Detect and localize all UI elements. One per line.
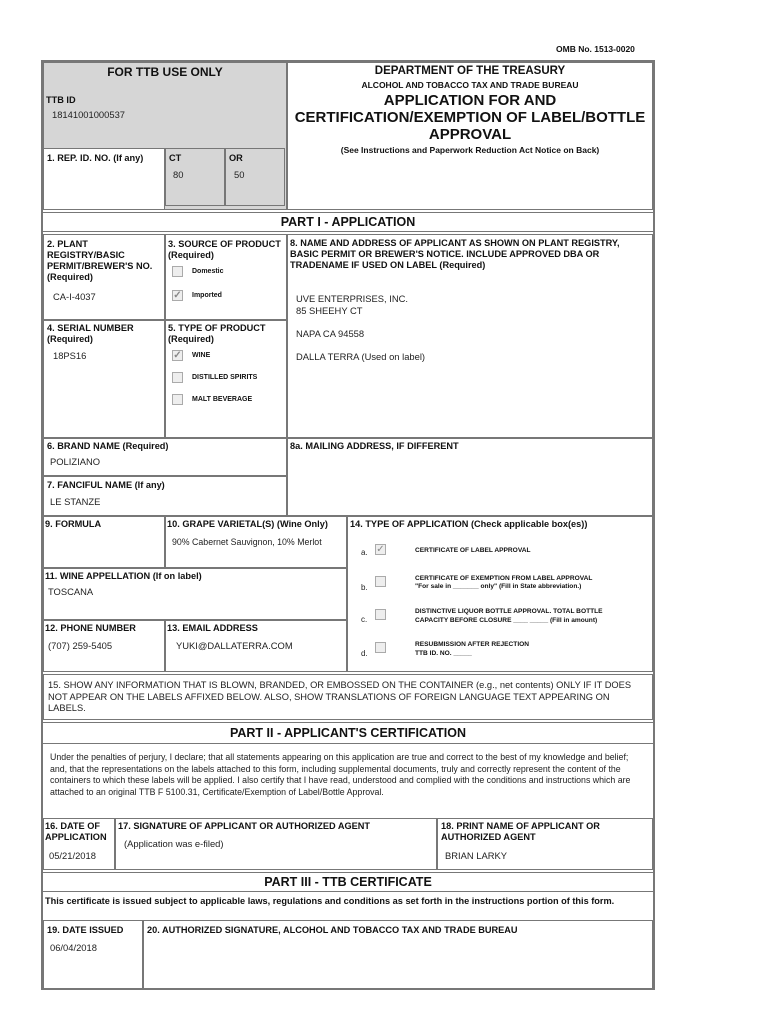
print-name-label: 18. PRINT NAME OF APPLICANT OR AUTHORIZED AGENT bbox=[441, 821, 600, 842]
date-issued-label: 19. DATE ISSUED bbox=[47, 925, 124, 935]
part2-text: Under the penalties of perjury, I declare; that all statements appearing on this application are true and correct to the best of my knowledge and belief; and, that the representations on the labels attached to this form, including supplemental documents, truly and correctly represent the content of the containers to which these labels will be applied. I also certify that I have read, understood and complied with the conditions and instructions which are attached to an original TTB F 5100.31, Certificate/Exemption of Label/Bottle Approval. bbox=[50, 752, 631, 797]
type-malt-option[interactable]: MALT BEVERAGE bbox=[172, 394, 252, 405]
source-domestic-option[interactable]: Domestic bbox=[172, 266, 224, 277]
mailing-label: 8a. MAILING ADDRESS, IF DIFFERENT bbox=[290, 441, 459, 451]
ttb-id-label: TTB ID bbox=[46, 95, 76, 105]
or-label: OR bbox=[229, 153, 243, 163]
opt-d-letter: d. bbox=[361, 649, 368, 658]
opt-d-text-2: TTB ID. NO. _____ bbox=[415, 650, 472, 657]
product-type-label: 5. TYPE OF PRODUCT (Required) bbox=[168, 323, 266, 344]
source-label: 3. SOURCE OF PRODUCT (Required) bbox=[168, 239, 281, 260]
applicant-name: UVE ENTERPRISES, INC. bbox=[296, 293, 409, 304]
ct-label: CT bbox=[169, 153, 182, 163]
appellation-value: TOSCANA bbox=[48, 586, 94, 597]
ct-value: 80 bbox=[173, 169, 184, 180]
opt-b-text-2: "For sale in _______ only" (Fill in State abbreviation.) bbox=[415, 583, 582, 590]
date-app-label: 16. DATE OF APPLICATION bbox=[45, 821, 107, 842]
type-wine-option[interactable]: ✓ WINE bbox=[173, 350, 211, 361]
plant-label: 2. PLANT REGISTRY/BASIC PERMIT/BREWER'S NO. (Required) bbox=[47, 239, 153, 282]
omb-number: OMB No. 1513-0020 bbox=[556, 44, 635, 54]
opt-a-text: CERTIFICATE OF LABEL APPROVAL bbox=[415, 547, 531, 554]
date-issued-value: 06/04/2018 bbox=[50, 942, 97, 953]
applicant-dba: DALLA TERRA (Used on label) bbox=[296, 351, 426, 362]
form-title-2: CERTIFICATION/EXEMPTION OF LABEL/BOTTLE bbox=[294, 109, 646, 126]
source-imported-option[interactable]: ✓ Imported bbox=[173, 290, 222, 301]
dept-line2: ALCOHOL AND TOBACCO TAX AND TRADE BUREAU bbox=[361, 80, 579, 90]
wine-checkbox-checked-icon[interactable]: ✓ bbox=[173, 350, 182, 361]
date-app-value: 05/21/2018 bbox=[49, 850, 96, 861]
domestic-checkbox[interactable] bbox=[172, 266, 183, 277]
form-title-1: APPLICATION FOR AND bbox=[383, 92, 557, 109]
signature-label: 17. SIGNATURE OF APPLICANT OR AUTHORIZED AGENT bbox=[118, 821, 370, 831]
part1-title: PART I - APPLICATION bbox=[280, 215, 416, 229]
opt-c-text-2: CAPACITY BEFORE CLOSURE ____ _____ (Fill in amount) bbox=[415, 617, 598, 624]
part3-text: This certificate is issued subject to applicable laws, regulations and conditions as set forth in the instructions portion of this form. bbox=[45, 896, 615, 906]
grape-label: 10. GRAPE VARIETAL(S) (Wine Only) bbox=[167, 519, 328, 529]
opt-d-checkbox[interactable] bbox=[375, 642, 386, 653]
dept-line1: DEPARTMENT OF THE TREASURY bbox=[374, 65, 566, 77]
print-name-value: BRIAN LARKY bbox=[445, 850, 507, 861]
or-value: 50 bbox=[234, 169, 245, 180]
applicant-city: NAPA CA 94558 bbox=[296, 328, 365, 339]
appellation-label: 11. WINE APPELLATION (If on label) bbox=[45, 571, 202, 581]
opt-b-text-1: CERTIFICATE OF EXEMPTION FROM LABEL APPROVAL bbox=[415, 575, 593, 582]
type-spirits-option[interactable]: DISTILLED SPIRITS bbox=[172, 372, 257, 383]
fanciful-value: LE STANZE bbox=[50, 496, 101, 507]
opt-b-letter: b. bbox=[361, 583, 368, 592]
email-value: YUKI@DALLATERRA.COM bbox=[176, 640, 293, 651]
opt-c-letter: c. bbox=[361, 615, 368, 624]
opt-b-checkbox[interactable] bbox=[375, 576, 386, 587]
serial-value: 18PS16 bbox=[53, 350, 87, 361]
phone-label: 12. PHONE NUMBER bbox=[45, 623, 136, 633]
dept-note: (See Instructions and Paperwork Reduction Act Notice on Back) bbox=[340, 145, 600, 155]
malt-checkbox[interactable] bbox=[172, 394, 183, 405]
opt-a-letter: a. bbox=[361, 548, 368, 557]
opt-c-text-1: DISTINCTIVE LIQUOR BOTTLE APPROVAL. TOTAL BOTTLE bbox=[415, 608, 603, 615]
rep-id-label: 1. REP. ID. NO. (If any) bbox=[47, 153, 144, 163]
fanciful-label: 7. FANCIFUL NAME (If any) bbox=[47, 480, 165, 490]
opt-c-checkbox[interactable] bbox=[375, 609, 386, 620]
form-title-3: APPROVAL bbox=[428, 126, 512, 143]
ttb-id-value: 18141001000537 bbox=[52, 109, 125, 120]
opt-a-checkbox-checked-icon[interactable]: ✓ bbox=[376, 544, 385, 555]
part2-title: PART II - APPLICANT'S CERTIFICATION bbox=[229, 726, 467, 740]
plant-value: CA-I-4037 bbox=[53, 291, 96, 302]
brand-value: POLIZIANO bbox=[50, 456, 101, 467]
signature-value: (Application was e-filed) bbox=[124, 838, 224, 849]
formula-label: 9. FORMULA bbox=[45, 519, 102, 529]
part3-title: PART III - TTB CERTIFICATE bbox=[264, 875, 432, 889]
phone-value: (707) 259-5405 bbox=[48, 640, 113, 651]
item15-text: 15. SHOW ANY INFORMATION THAT IS BLOWN, BRANDED, OR EMBOSSED ON THE CONTAINER (e.g., net contents) ONLY IF IT DOES NOT APPEAR ON THE LABELS AFFIXED BELOW. ALSO, SHOW TRANSLATIONS OF FOREIGN LANGUAGE TEXT APPEARING ON LABELS. bbox=[48, 680, 632, 713]
applicant-label: 8. NAME AND ADDRESS OF APPLICANT AS SHOWN ON PLANT REGISTRY, BASIC PERMIT OR BREWER'S NOTICE. INCLUDE APPROVED DBA OR TRADENAME IF USED ON LABEL (Required) bbox=[290, 238, 620, 270]
email-label: 13. EMAIL ADDRESS bbox=[167, 623, 258, 633]
serial-label: 4. SERIAL NUMBER (Required) bbox=[47, 323, 134, 344]
opt-d-text-1: RESUBMISSION AFTER REJECTION bbox=[415, 641, 530, 648]
imported-checkbox-checked-icon[interactable]: ✓ bbox=[173, 290, 182, 301]
brand-label: 6. BRAND NAME (Required) bbox=[47, 441, 169, 451]
auth-sig-label: 20. AUTHORIZED SIGNATURE, ALCOHOL AND TOBACCO TAX AND TRADE BUREAU bbox=[147, 925, 518, 935]
applicant-street: 85 SHEEHY CT bbox=[296, 305, 363, 316]
ttb-use-title: FOR TTB USE ONLY bbox=[107, 65, 223, 79]
grape-value: 90% Cabernet Sauvignon, 10% Merlot bbox=[172, 537, 322, 547]
app-type-label: 14. TYPE OF APPLICATION (Check applicable box(es)) bbox=[350, 519, 588, 529]
spirits-checkbox[interactable] bbox=[172, 372, 183, 383]
